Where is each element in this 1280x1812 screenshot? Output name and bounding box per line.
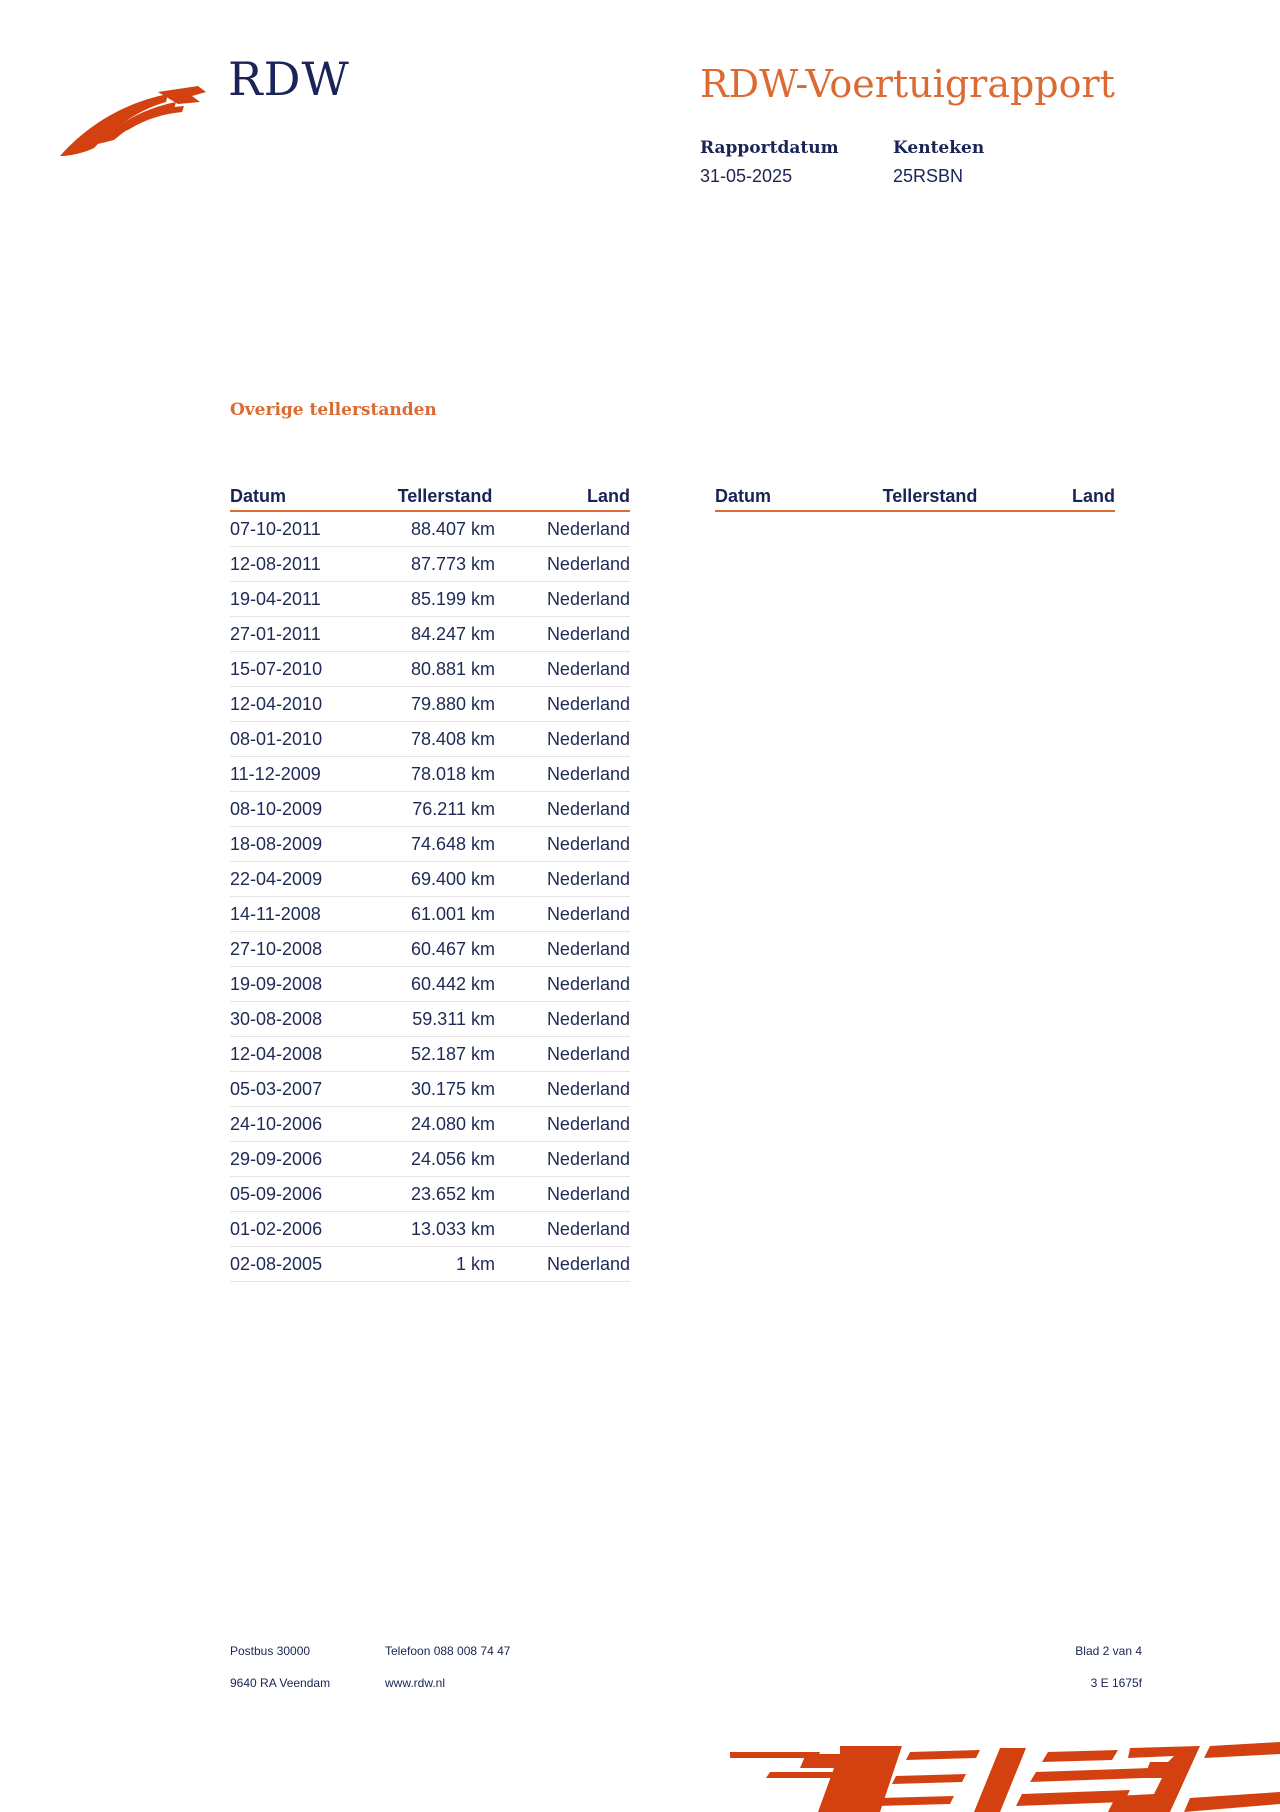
cell-tellerstand: 60.467 km — [410, 938, 495, 959]
footer-postbus: Postbus 30000 — [230, 1644, 311, 1658]
report-title: RDW-Voertuigrapport — [700, 62, 1115, 106]
cell-datum: 19-09-2008 — [230, 973, 323, 994]
cell-land: Nederland — [546, 903, 630, 924]
table-body — [230, 512, 630, 1282]
table-row — [230, 1072, 630, 1107]
cell-land: Nederland — [546, 693, 630, 714]
table-row — [230, 967, 630, 1002]
cell-land: Nederland — [546, 658, 630, 679]
table-row — [230, 1212, 630, 1247]
cell-datum: 11-12-2009 — [230, 763, 321, 784]
cell-land: Nederland — [546, 1183, 630, 1204]
cell-land: Nederland — [546, 518, 630, 539]
cell-datum: 08-01-2010 — [230, 728, 323, 749]
cell-tellerstand: 69.400 km — [410, 868, 495, 889]
cell-datum: 27-01-2011 — [230, 623, 321, 644]
header-tellerstand: Tellerstand — [397, 486, 493, 506]
table-row — [230, 687, 630, 722]
cell-land: Nederland — [546, 1043, 630, 1064]
cell-tellerstand: 13.033 km — [410, 1218, 495, 1239]
cell-tellerstand: 78.408 km — [410, 728, 495, 749]
cell-datum: 24-10-2006 — [230, 1113, 323, 1134]
table-row — [230, 512, 630, 547]
header-datum: Datum — [230, 486, 287, 506]
cell-tellerstand: 24.056 km — [410, 1148, 495, 1169]
header-datum: Datum — [715, 486, 772, 506]
table-row — [230, 1177, 630, 1212]
cell-datum: 12-08-2011 — [230, 553, 321, 574]
table-row — [230, 582, 630, 617]
odometer-table-right — [715, 483, 1115, 512]
cell-datum: 15-07-2010 — [230, 658, 323, 679]
table-row — [230, 617, 630, 652]
cell-tellerstand: 76.211 km — [412, 798, 495, 819]
cell-datum: 19-04-2011 — [230, 588, 321, 609]
report-date-value: 31-05-2025 — [700, 166, 793, 186]
section-title: Overige tellerstanden — [230, 400, 437, 420]
cell-datum: 02-08-2005 — [230, 1253, 323, 1274]
table-row — [230, 1002, 630, 1037]
cell-tellerstand: 88.407 km — [410, 518, 495, 539]
cell-tellerstand: 87.773 km — [410, 553, 495, 574]
cell-tellerstand: 30.175 km — [410, 1078, 495, 1099]
footer-city: 9640 RA Veendam — [230, 1676, 331, 1690]
cell-land: Nederland — [546, 1253, 630, 1274]
table-row — [230, 722, 630, 757]
license-plate-value: 25RSBN — [893, 166, 964, 186]
table-row — [230, 1247, 630, 1282]
header-land: Land — [587, 486, 630, 506]
table-row — [230, 862, 630, 897]
footer-website-link[interactable]: www.rdw.nl — [385, 1676, 446, 1690]
logo-text: RDW — [228, 52, 350, 106]
cell-datum: 01-02-2006 — [230, 1218, 323, 1239]
cell-tellerstand: 52.187 km — [410, 1043, 495, 1064]
header-land: Land — [1072, 486, 1115, 506]
cell-land: Nederland — [546, 973, 630, 994]
cell-tellerstand: 1 km — [455, 1253, 495, 1274]
odometer-table-left — [230, 483, 630, 1282]
cell-datum: 27-10-2008 — [230, 938, 323, 959]
cell-land: Nederland — [546, 868, 630, 889]
cell-land: Nederland — [546, 1148, 630, 1169]
cell-tellerstand: 61.001 km — [410, 903, 495, 924]
cell-tellerstand: 78.018 km — [410, 763, 495, 784]
cell-datum: 05-09-2006 — [230, 1183, 323, 1204]
table-row — [230, 1142, 630, 1177]
cell-datum: 18-08-2009 — [230, 833, 323, 854]
table-header — [230, 483, 630, 512]
table-row — [230, 757, 630, 792]
cell-land: Nederland — [546, 938, 630, 959]
cell-land: Nederland — [546, 798, 630, 819]
table-row — [230, 652, 630, 687]
cell-tellerstand: 23.652 km — [410, 1183, 495, 1204]
cell-land: Nederland — [546, 1008, 630, 1029]
table-row — [230, 792, 630, 827]
cell-datum: 30-08-2008 — [230, 1008, 323, 1029]
cell-datum: 12-04-2008 — [230, 1043, 323, 1064]
cell-tellerstand: 84.247 km — [410, 623, 495, 644]
decorative-stripes-icon — [730, 1742, 1280, 1812]
footer-page-number: Blad 2 van 4 — [1075, 1644, 1142, 1658]
cell-tellerstand: 79.880 km — [410, 693, 495, 714]
table-row — [230, 1107, 630, 1142]
cell-land: Nederland — [546, 1078, 630, 1099]
cell-land: Nederland — [546, 833, 630, 854]
cell-land: Nederland — [546, 763, 630, 784]
cell-datum: 12-04-2010 — [230, 693, 323, 714]
cell-land: Nederland — [546, 728, 630, 749]
footer-phone: Telefoon 088 008 74 47 — [385, 1644, 511, 1658]
cell-datum: 14-11-2008 — [230, 903, 321, 924]
table-row — [230, 1037, 630, 1072]
table-row — [230, 897, 630, 932]
cell-land: Nederland — [546, 1218, 630, 1239]
cell-datum: 29-09-2006 — [230, 1148, 323, 1169]
cell-tellerstand: 24.080 km — [410, 1113, 495, 1134]
cell-tellerstand: 59.311 km — [412, 1008, 495, 1029]
footer-document-code: 3 E 1675f — [1090, 1676, 1142, 1690]
cell-tellerstand: 80.881 km — [410, 658, 495, 679]
report-date-label: Rapportdatum — [700, 138, 839, 158]
cell-datum: 05-03-2007 — [230, 1078, 323, 1099]
cell-datum: 07-10-2011 — [230, 518, 321, 539]
table-row — [230, 547, 630, 582]
cell-datum: 08-10-2009 — [230, 798, 323, 819]
license-plate-label: Kenteken — [893, 138, 985, 158]
cell-land: Nederland — [546, 553, 630, 574]
rdw-logo-icon — [58, 82, 208, 160]
table-row — [230, 932, 630, 967]
table-row — [230, 827, 630, 862]
cell-tellerstand: 74.648 km — [410, 833, 495, 854]
header-tellerstand: Tellerstand — [882, 486, 978, 506]
cell-land: Nederland — [546, 1113, 630, 1134]
cell-tellerstand: 85.199 km — [410, 588, 495, 609]
cell-datum: 22-04-2009 — [230, 868, 323, 889]
cell-land: Nederland — [546, 623, 630, 644]
cell-tellerstand: 60.442 km — [410, 973, 495, 994]
table-header — [715, 483, 1115, 512]
cell-land: Nederland — [546, 588, 630, 609]
